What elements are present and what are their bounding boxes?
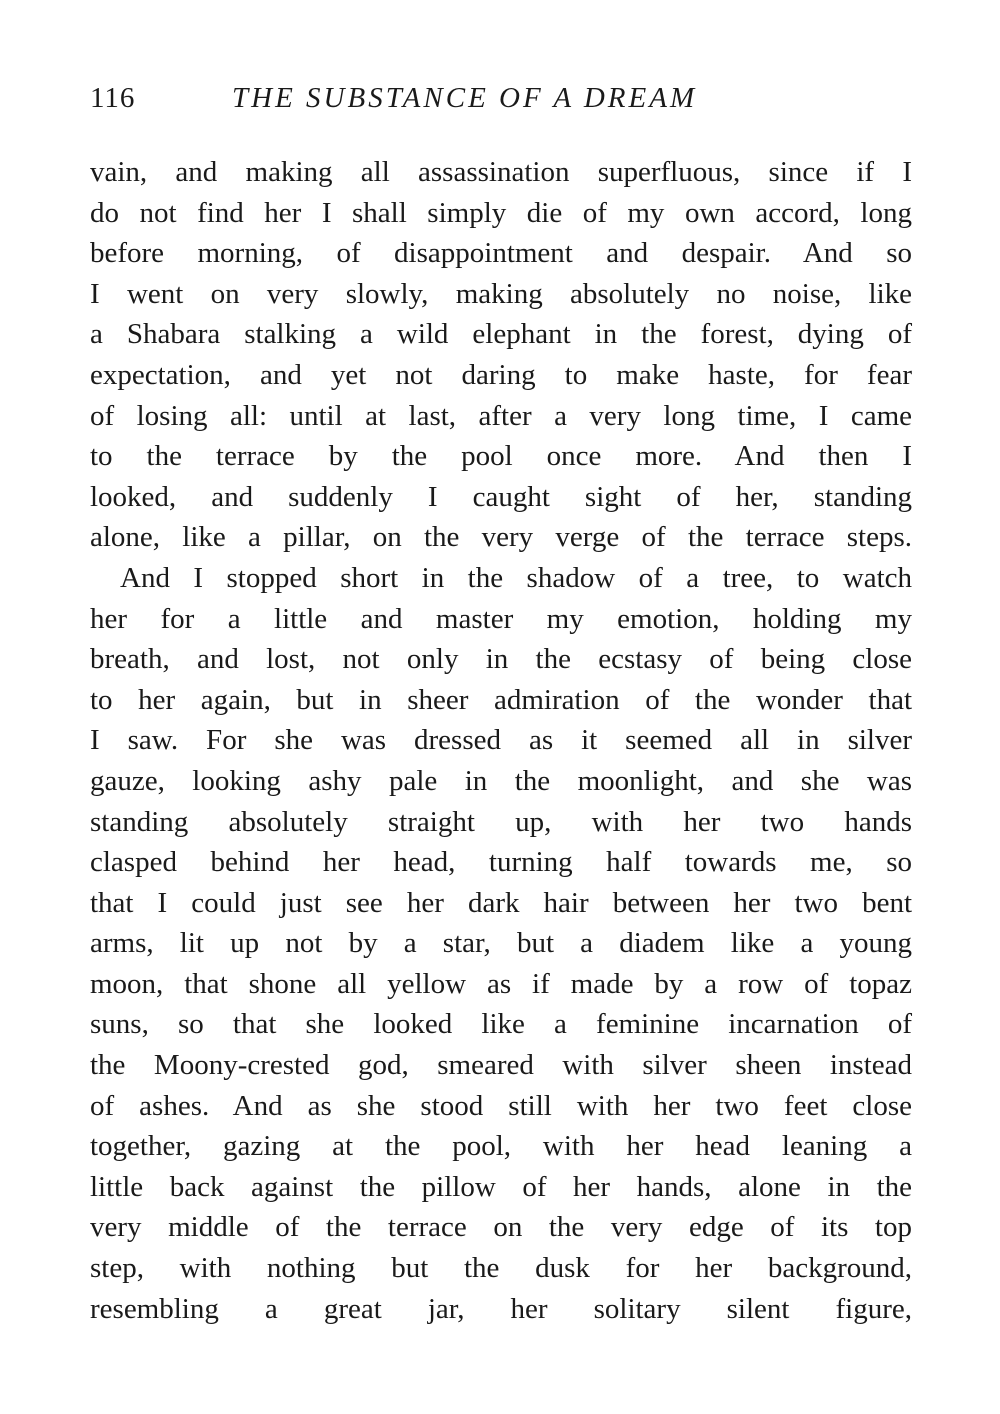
text-line: step, with nothing but the dusk for her background,: [90, 1252, 912, 1285]
text-line: of ashes. And as she stood still with her two feet close: [90, 1089, 912, 1122]
text-line: clasped behind her head, turning half towards me, so: [90, 846, 912, 879]
text-line: do not find her I shall simply die of my own accord, long: [90, 196, 912, 229]
text-line: of losing all: until at last, after a very long time, I came: [90, 399, 912, 432]
text-line: resembling a great jar, her solitary silent figure,: [90, 1292, 912, 1325]
text-line: gauze, looking ashy pale in the moonlight, and she was: [90, 764, 912, 797]
text-line: expectation, and yet not daring to make haste, for fear: [90, 358, 912, 391]
text-line: moon, that shone all yellow as if made by a row of topaz: [90, 967, 912, 1000]
text-line: little back against the pillow of her hands, alone in the: [90, 1170, 912, 1203]
text-line: to the terrace by the pool once more. And then I: [90, 440, 912, 473]
page-number: 116: [90, 82, 136, 114]
text-line: I went on very slowly, making absolutely no noise, like: [90, 277, 912, 310]
text-line: And I stopped short in the shadow of a tree, to watch: [120, 561, 912, 594]
text-line: very middle of the terrace on the very edge of its top: [90, 1211, 912, 1244]
text-line: I saw. For she was dressed as it seemed all in silver: [90, 724, 912, 757]
text-line: together, gazing at the pool, with her head leaning a: [90, 1130, 912, 1163]
text-line: to her again, but in sheer admiration of the wonder that: [90, 683, 912, 716]
text-line: arms, lit up not by a star, but a diadem like a young: [90, 927, 912, 960]
text-line: the Moony-crested god, smeared with silver sheen instead: [90, 1049, 912, 1082]
text-line: standing absolutely straight up, with her two hands: [90, 805, 912, 838]
text-line: breath, and lost, not only in the ecstasy of being close: [90, 643, 912, 676]
text-line: suns, so that she looked like a feminine incarnation of: [90, 1008, 912, 1041]
text-line: alone, like a pillar, on the very verge of the terrace steps.: [90, 521, 912, 554]
text-line: a Shabara stalking a wild elephant in the forest, dying of: [90, 318, 912, 351]
text-line: her for a little and master my emotion, holding my: [90, 602, 912, 635]
text-line: before morning, of disappointment and despair. And so: [90, 237, 912, 270]
running-title: THE SUBSTANCE OF A DREAM: [232, 82, 698, 114]
text-line: looked, and suddenly I caught sight of her, standing: [90, 480, 912, 513]
body-text: [90, 152, 912, 1329]
running-head: [90, 78, 910, 118]
text-line: vain, and making all assassination superfluous, since if I: [90, 156, 912, 188]
text-line: that I could just see her dark hair between her two bent: [90, 886, 912, 919]
